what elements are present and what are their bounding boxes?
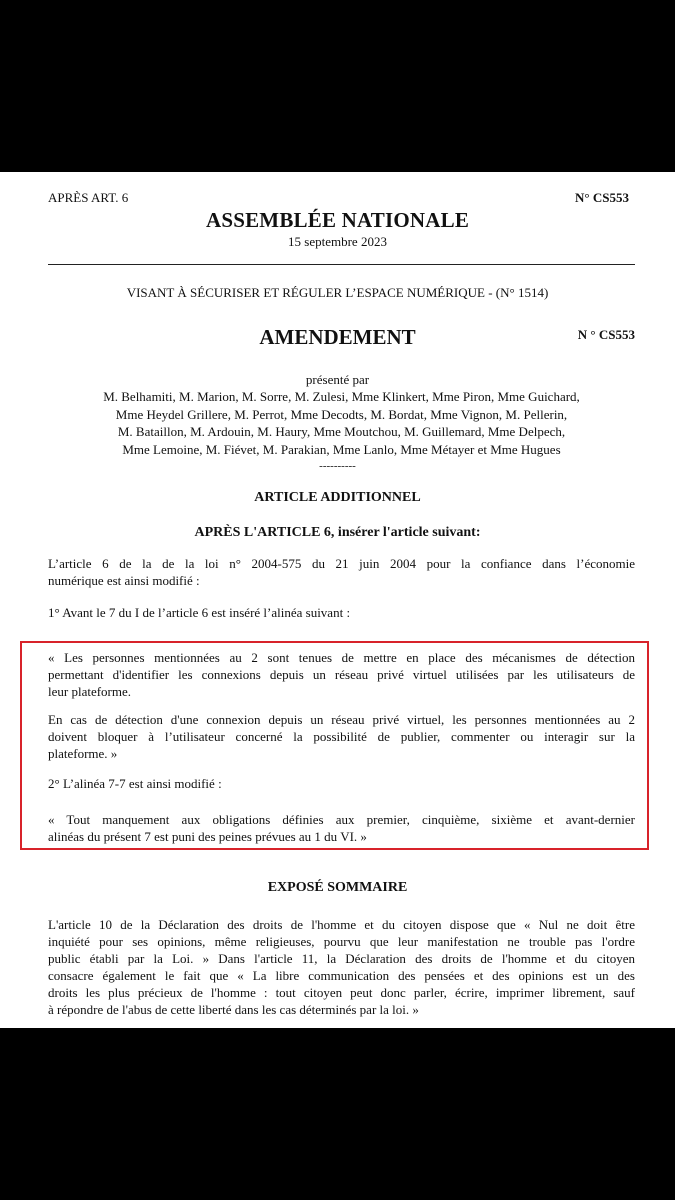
expose-paragraph — [48, 916, 635, 1018]
intro-paragraph — [48, 555, 635, 589]
bill-subtitle: VISANT À SÉCURISER ET RÉGULER L’ESPACE NUMÉRIQUE - (N° 1514) — [126, 285, 549, 300]
quote-paragraph-2 — [48, 711, 635, 762]
text-line: droits les plus précieux de l'homme : tout citoyen peut donc parler, écrire, imprimer librement, sauf — [48, 985, 635, 1000]
quote-paragraph-3 — [48, 811, 635, 845]
text-line: plateforme. » — [48, 746, 118, 761]
document-number: N° CS553 — [575, 190, 629, 205]
text-line: permettant d'identifier les connexions depuis un réseau privé virtuel utilisées par les utilisateurs de — [48, 667, 635, 682]
quote-paragraph-1 — [48, 649, 635, 700]
authors-line: M. Bataillon, M. Ardouin, M. Haury, Mme Moutchou, M. Guillemard, Mme Delpech, — [117, 424, 566, 439]
article-instruction: APRÈS L'ARTICLE 6, insérer l'article suivant: — [194, 525, 481, 540]
amendment-number: N ° CS553 — [577, 327, 635, 342]
presented-by: présenté par — [305, 372, 370, 387]
article-heading: ARTICLE ADDITIONNEL — [254, 490, 421, 505]
text-line: à répondre de l'abus de cette liberté dans les cas déterminés par la loi. » — [48, 1002, 419, 1017]
point-1 — [48, 604, 635, 621]
text-line: doivent bloquer à l’utilisateur concerné la possibilité de publier, commenter ou interagir sur la — [48, 729, 635, 744]
text-line: alinéas du présent 7 est puni des peines prévues au 1 du VI. » — [48, 829, 367, 844]
expose-heading: EXPOSÉ SOMMAIRE — [267, 880, 408, 895]
text-line: numérique est ainsi modifié : — [48, 573, 200, 588]
authors-list — [48, 388, 635, 458]
apres-article-label: APRÈS ART. 6 — [48, 190, 129, 205]
authors-line: Mme Heydel Grillere, M. Perrot, Mme Decodts, M. Bordat, Mme Vignon, M. Pellerin, — [115, 406, 568, 422]
separator: ---------- — [319, 460, 356, 472]
header-divider — [48, 264, 635, 265]
text-line: En cas de détection d'une connexion depuis un réseau privé virtuel, les personnes mentionnées au 2 — [48, 712, 635, 727]
document-page — [0, 172, 675, 1028]
text-line: L'article 10 de la Déclaration des droits de l'homme et du citoyen dispose que « Nul ne doit être — [48, 917, 635, 932]
text-line: consacre également le fait que « La libre communication des pensées et des opinions est un des — [48, 968, 635, 983]
text-line: 2° L’alinéa 7-7 est ainsi modifié : — [48, 776, 222, 791]
assembly-title: ASSEMBLÉE NATIONALE — [205, 208, 470, 232]
text-line: L’article 6 de la de la loi n° 2004-575 du 21 juin 2004 pour la confiance dans l’économie — [48, 556, 635, 571]
text-line: 1° Avant le 7 du I de l’article 6 est inséré l’alinéa suivant : — [48, 605, 351, 620]
text-line: leur plateforme. — [48, 684, 132, 699]
document-date: 15 septembre 2023 — [288, 234, 387, 249]
authors-line: M. Belhamiti, M. Marion, M. Sorre, M. Zulesi, Mme Klinkert, Mme Piron, Mme Guichard, — [103, 389, 580, 404]
text-line: « Tout manquement aux obligations définies aux premier, cinquième, sixième et avant-dernier — [48, 812, 635, 827]
text-line: « Les personnes mentionnées au 2 sont tenues de mettre en place des mécanismes de détection — [48, 650, 635, 665]
authors-line: Mme Lemoine, M. Fiévet, M. Parakian, Mme Lanlo, Mme Métayer et Mme Hugues — [122, 441, 561, 457]
text-line: inquiété pour ses opinions, même religieuses, pourvu que leur manifestation ne trouble pas l'ordre — [48, 934, 635, 949]
point-2 — [48, 775, 635, 792]
amendment-title: AMENDEMENT — [259, 325, 416, 349]
text-line: public établi par la Loi. » Dans l'article 11, la Déclaration des droits de l'homme et du citoyen — [48, 951, 635, 966]
